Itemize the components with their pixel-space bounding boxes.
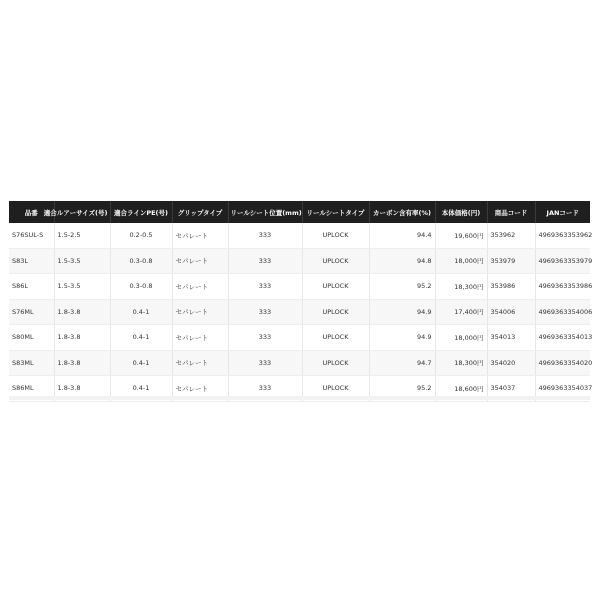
cell-jan-code: 4969363353962: [535, 223, 590, 248]
cell-line-pe: 0.4-1: [110, 325, 172, 351]
cell-price: 18,000円: [435, 325, 487, 351]
cell-line-pe: 0.4-1: [110, 376, 172, 402]
cell-carbon-content: 94.7: [369, 350, 435, 376]
cell-price: 18,600円: [435, 376, 487, 402]
table-header-row: [9, 201, 590, 223]
cell-product-code: 353986: [487, 274, 535, 300]
cell-grip-type: セパレート: [172, 350, 228, 376]
header-part-number: 品番: [9, 201, 54, 223]
cell-grip-type: セパレート: [172, 248, 228, 274]
cell-product-code: 354037: [487, 376, 535, 402]
cell-jan-code: 4969363354020: [535, 350, 590, 376]
cell-part-number: S83ML: [9, 350, 54, 376]
cell-reel-seat-type: UPLOCK: [302, 376, 369, 402]
cell-price: 17,400円: [435, 299, 487, 325]
cell-price: 19,600円: [435, 223, 487, 248]
cell-carbon-content: 95.2: [369, 274, 435, 300]
cell-product-code: 354020: [487, 350, 535, 376]
table-row: [9, 350, 590, 376]
cell-line-pe: 0.3-0.8: [110, 274, 172, 300]
spec-table: [9, 201, 593, 402]
cell-price: 18,300円: [435, 350, 487, 376]
cell-reel-seat-position: 333: [228, 274, 302, 300]
cell-grip-type: セパレート: [172, 299, 228, 325]
cell-grip-type: セパレート: [172, 325, 228, 351]
cell-carbon-content: 94.8: [369, 248, 435, 274]
cell-lure-size: 1.5-3.5: [54, 248, 110, 274]
cell-jan-code: 4969363353986: [535, 274, 590, 300]
cell-lure-size: 1.5-3.5: [54, 274, 110, 300]
cell-part-number: S86L: [9, 274, 54, 300]
cell-reel-seat-position: 333: [228, 299, 302, 325]
table-bottom-divider: [9, 396, 590, 400]
cell-reel-seat-type: UPLOCK: [302, 248, 369, 274]
cell-lure-size: 1.5-2.5: [54, 223, 110, 248]
header-carbon-content: カーボン含有率(%): [369, 201, 435, 223]
cell-reel-seat-position: 333: [228, 223, 302, 248]
header-product-code: 商品コード: [487, 201, 535, 223]
cell-lure-size: 1.8-3.8: [54, 350, 110, 376]
cell-line-pe: 0.2-0.5: [110, 223, 172, 248]
cell-price: 18,000円: [435, 248, 487, 274]
cell-jan-code: 4969363354037: [535, 376, 590, 402]
cell-carbon-content: 94.4: [369, 223, 435, 248]
spec-table-container: [9, 201, 593, 402]
cell-product-code: 353979: [487, 248, 535, 274]
cell-product-code: 354006: [487, 299, 535, 325]
cell-part-number: S80ML: [9, 325, 54, 351]
cell-lure-size: 1.8-3.8: [54, 376, 110, 402]
table-row: [9, 248, 590, 274]
cell-reel-seat-position: 333: [228, 350, 302, 376]
cell-line-pe: 0.3-0.8: [110, 248, 172, 274]
cell-reel-seat-position: 333: [228, 325, 302, 351]
cell-part-number: S76ML: [9, 299, 54, 325]
cell-reel-seat-position: 333: [228, 248, 302, 274]
cell-line-pe: 0.4-1: [110, 350, 172, 376]
table-row: [9, 299, 590, 325]
cell-jan-code: 4969363353979: [535, 248, 590, 274]
header-reel-seat-type: リールシートタイプ: [302, 201, 369, 223]
cell-reel-seat-type: UPLOCK: [302, 223, 369, 248]
cell-lure-size: 1.8-3.8: [54, 325, 110, 351]
cell-carbon-content: 94.9: [369, 325, 435, 351]
cell-part-number: S83L: [9, 248, 54, 274]
cell-reel-seat-position: 333: [228, 376, 302, 402]
cell-reel-seat-type: UPLOCK: [302, 274, 369, 300]
cell-line-pe: 0.4-1: [110, 299, 172, 325]
cell-reel-seat-type: UPLOCK: [302, 325, 369, 351]
cell-carbon-content: 95.2: [369, 376, 435, 402]
cell-part-number: S76SUL-S: [9, 223, 54, 248]
cell-product-code: 353962: [487, 223, 535, 248]
header-line-pe: 適合ラインPE(号): [110, 201, 172, 223]
cell-reel-seat-type: UPLOCK: [302, 299, 369, 325]
cell-grip-type: セパレート: [172, 274, 228, 300]
cell-jan-code: 4969363354013: [535, 325, 590, 351]
header-reel-seat-position: リールシート位置(mm): [228, 201, 302, 223]
table-row: [9, 325, 590, 351]
cell-part-number: S86ML: [9, 376, 54, 402]
cell-grip-type: セパレート: [172, 223, 228, 248]
header-grip-type: グリップタイプ: [172, 201, 228, 223]
header-jan-code: JANコード: [535, 201, 590, 223]
table-row: [9, 274, 590, 300]
header-lure-size: 適合ルアーサイズ(号): [54, 201, 110, 223]
cell-carbon-content: 94.9: [369, 299, 435, 325]
cell-jan-code: 4969363354006: [535, 299, 590, 325]
cell-reel-seat-type: UPLOCK: [302, 350, 369, 376]
cell-price: 18,300円: [435, 274, 487, 300]
table-row: [9, 223, 590, 248]
cell-grip-type: セパレート: [172, 376, 228, 402]
header-price: 本体価格(円): [435, 201, 487, 223]
cell-lure-size: 1.8-3.8: [54, 299, 110, 325]
cell-product-code: 354013: [487, 325, 535, 351]
